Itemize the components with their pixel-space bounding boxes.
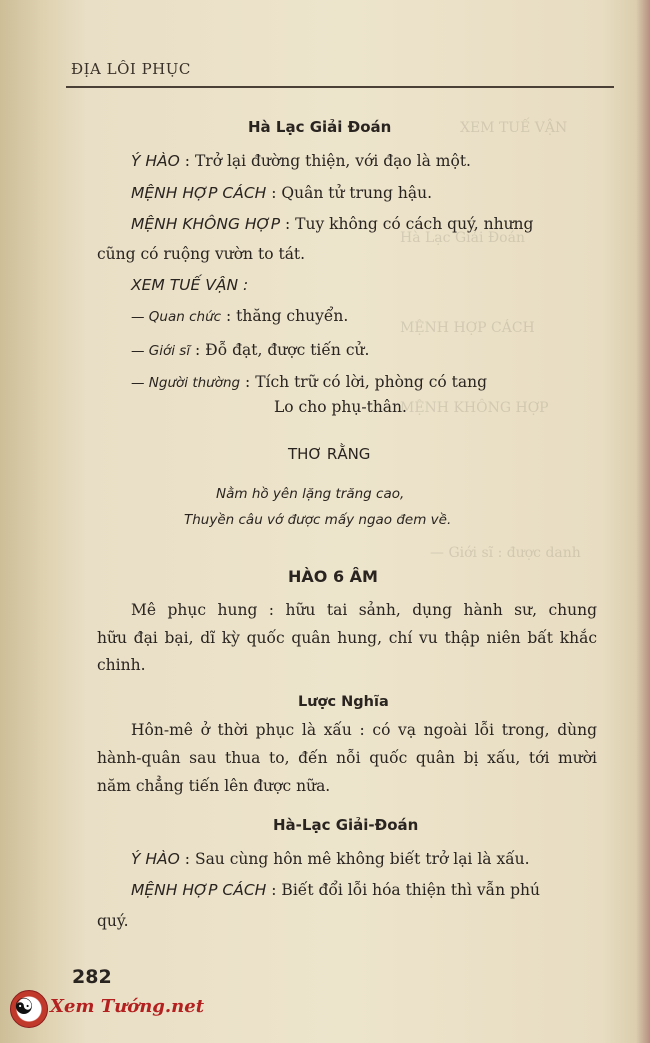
y-hao-line <box>131 850 530 868</box>
menh-hop-cach-line <box>131 881 597 899</box>
xem-tue-van-heading: XEM TUẾ VẬN : <box>131 276 249 294</box>
paragraph-line: Hôn-mê ở thời phục là xấu : có vạ ngoài lỗi trong, dùng <box>131 721 597 739</box>
site-watermark: Xem Tướng.net <box>50 996 205 1017</box>
menh-hop-cach-label: MỆNH HỢP CÁCH <box>131 881 267 899</box>
yin-yang-glyph-icon: ☯ <box>14 995 34 1020</box>
nguoi-thuong-text: : Tích trữ có lời, phòng có tang <box>245 373 488 391</box>
show-through-text: MỆNH HỢP CÁCH <box>400 320 535 336</box>
y-hao-label: Ý HÀO <box>131 850 180 868</box>
y-hao-line <box>131 152 471 170</box>
menh-khong-hop-text: : Tuy không có cách quý, nhưng <box>285 215 534 233</box>
y-hao-text: : Trở lại đường thiện, với đạo là một. <box>184 152 471 170</box>
menh-khong-hop-text-cont: cũng có ruộng vườn to tát. <box>97 245 306 263</box>
quan-chuc-text: : thăng chuyển. <box>226 307 349 325</box>
gioi-si-text: : Đỗ đạt, được tiến cử. <box>195 341 370 359</box>
show-through-text: — Giới sĩ : được danh <box>430 545 581 561</box>
section-heading: Hà-Lạc Giải-Đoán <box>273 816 419 834</box>
show-through-text: XEM TUẾ VẬN <box>460 120 568 136</box>
menh-hop-cach-text-cont: quý. <box>97 912 129 930</box>
gioi-si-line <box>131 341 369 359</box>
section-heading: HÀO 6 ÂM <box>288 567 378 586</box>
paragraph-line: chinh. <box>97 656 146 674</box>
nguoi-thuong-label: — Người thường <box>131 375 241 391</box>
y-hao-text: : Sau cùng hôn mê không biết trở lại là xấu. <box>184 850 530 868</box>
gioi-si-label: — Giới sĩ <box>131 343 191 359</box>
nguoi-thuong-line <box>131 373 487 391</box>
menh-khong-hop-label: MỆNH KHÔNG HỢP <box>131 215 281 233</box>
book-spine <box>0 0 38 1043</box>
show-through-text: Hà Lạc Giải Đoán <box>400 230 525 246</box>
paragraph-line: năm chẳng tiến lên được nữa. <box>97 777 331 795</box>
menh-hop-cach-label: MỆNH HỢP CÁCH <box>131 184 267 202</box>
paragraph-line: hành-quân sau thua to, đến nỗi quốc quân bị xấu, tới mười <box>97 749 597 767</box>
menh-hop-cach-text: : Biết đổi lỗi hóa thiện thì vẫn phú <box>271 881 540 899</box>
menh-khong-hop-line <box>131 215 589 233</box>
page-edge <box>636 0 650 1043</box>
y-hao-label: Ý HÀO <box>131 152 180 170</box>
poem-line: Thuyền câu vớ được mấy ngao đem về. <box>184 512 452 528</box>
menh-hop-cach-line <box>131 184 432 202</box>
header-rule <box>66 86 614 88</box>
quan-chuc-label: — Quan chức <box>131 309 222 325</box>
poem-heading: THƠ RẰNG <box>288 445 371 463</box>
poem-line: Nằm hồ yên lặng trăng cao, <box>216 486 405 502</box>
show-through-text: MỆNH KHÔNG HỢP <box>400 400 549 416</box>
paragraph-line: Mê phục hung : hữu tai sảnh, dụng hành sư, chung <box>131 601 597 619</box>
sub-heading: Lược Nghĩa <box>298 694 389 710</box>
quan-chuc-line <box>131 307 348 325</box>
paragraph-line: hữu đại bại, dĩ kỳ quốc quân hung, chí vu thập niên bất khắc <box>97 629 597 647</box>
page-number: 282 <box>72 966 112 988</box>
nguoi-thuong-text-cont: Lo cho phụ-thân. <box>274 398 407 416</box>
running-header: ĐỊA LÔI PHỤC <box>71 60 191 78</box>
section-heading: Hà Lạc Giải Đoán <box>248 118 392 136</box>
menh-hop-cach-text: : Quân tử trung hậu. <box>271 184 432 202</box>
